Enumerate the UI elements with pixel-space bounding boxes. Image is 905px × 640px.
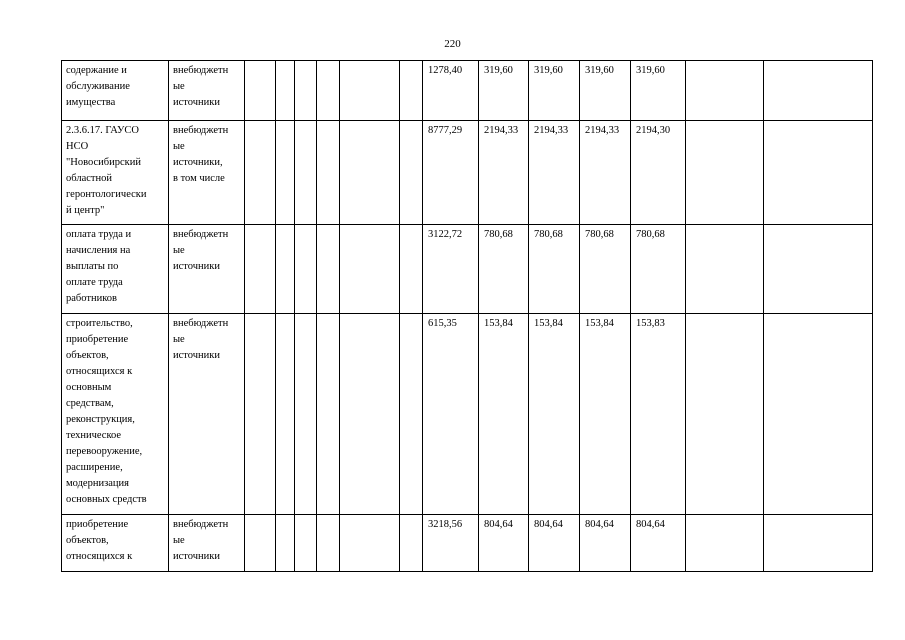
empty-cell bbox=[686, 121, 764, 225]
empty-cell bbox=[686, 515, 764, 572]
budget-table bbox=[61, 60, 873, 572]
empty-cell bbox=[295, 314, 317, 515]
empty-cell bbox=[317, 314, 340, 515]
empty-cell bbox=[276, 61, 295, 121]
row-year-1: 780,68 bbox=[479, 225, 529, 314]
empty-cell bbox=[400, 121, 423, 225]
empty-cell bbox=[400, 314, 423, 515]
empty-cell bbox=[317, 121, 340, 225]
row-name: 2.3.6.17. ГАУСО НСО "Новосибирский областной геронтологически й центр" bbox=[62, 121, 169, 225]
empty-cell bbox=[340, 61, 400, 121]
empty-cell bbox=[245, 61, 276, 121]
row-year-1: 2194,33 bbox=[479, 121, 529, 225]
empty-cell bbox=[317, 515, 340, 572]
row-total: 1278,40 bbox=[423, 61, 479, 121]
row-year-3: 2194,33 bbox=[580, 121, 631, 225]
empty-cell bbox=[317, 61, 340, 121]
empty-cell bbox=[245, 314, 276, 515]
empty-cell bbox=[764, 61, 873, 121]
row-source: внебюджетн ые источники, в том числе bbox=[169, 121, 245, 225]
empty-cell bbox=[295, 225, 317, 314]
row-source: внебюджетн ые источники bbox=[169, 225, 245, 314]
row-name: оплата труда и начисления на выплаты по оплате труда работников bbox=[62, 225, 169, 314]
empty-cell bbox=[764, 225, 873, 314]
row-source: внебюджетн ые источники bbox=[169, 61, 245, 121]
row-source: внебюджетн ые источники bbox=[169, 314, 245, 515]
empty-cell bbox=[764, 515, 873, 572]
row-year-4: 780,68 bbox=[631, 225, 686, 314]
row-total: 3218,56 bbox=[423, 515, 479, 572]
row-year-4: 153,83 bbox=[631, 314, 686, 515]
empty-cell bbox=[276, 225, 295, 314]
row-year-4: 2194,30 bbox=[631, 121, 686, 225]
table-row bbox=[62, 121, 873, 225]
row-name: строительство, приобретение объектов, относящихся к основным средствам, реконструкция, техническое перевооружение, расширение, модернизация основных средств bbox=[62, 314, 169, 515]
page-number: 220 bbox=[444, 38, 461, 50]
row-year-1: 804,64 bbox=[479, 515, 529, 572]
empty-cell bbox=[764, 314, 873, 515]
empty-cell bbox=[317, 225, 340, 314]
empty-cell bbox=[340, 225, 400, 314]
empty-cell bbox=[295, 121, 317, 225]
row-year-2: 780,68 bbox=[529, 225, 580, 314]
row-total: 8777,29 bbox=[423, 121, 479, 225]
empty-cell bbox=[276, 314, 295, 515]
row-total: 615,35 bbox=[423, 314, 479, 515]
row-year-3: 804,64 bbox=[580, 515, 631, 572]
empty-cell bbox=[686, 225, 764, 314]
empty-cell bbox=[400, 225, 423, 314]
empty-cell bbox=[764, 121, 873, 225]
empty-cell bbox=[245, 225, 276, 314]
empty-cell bbox=[276, 515, 295, 572]
row-year-3: 780,68 bbox=[580, 225, 631, 314]
table-row bbox=[62, 225, 873, 314]
table-row bbox=[62, 515, 873, 572]
row-name: приобретение объектов, относящихся к bbox=[62, 515, 169, 572]
row-name: содержание и обслуживание имущества bbox=[62, 61, 169, 121]
row-year-2: 153,84 bbox=[529, 314, 580, 515]
empty-cell bbox=[276, 121, 295, 225]
empty-cell bbox=[340, 515, 400, 572]
row-year-2: 319,60 bbox=[529, 61, 580, 121]
row-year-1: 153,84 bbox=[479, 314, 529, 515]
empty-cell bbox=[245, 121, 276, 225]
row-total: 3122,72 bbox=[423, 225, 479, 314]
row-year-3: 153,84 bbox=[580, 314, 631, 515]
row-year-3: 319,60 bbox=[580, 61, 631, 121]
empty-cell bbox=[295, 515, 317, 572]
row-year-1: 319,60 bbox=[479, 61, 529, 121]
row-year-2: 2194,33 bbox=[529, 121, 580, 225]
row-year-4: 319,60 bbox=[631, 61, 686, 121]
empty-cell bbox=[686, 314, 764, 515]
row-year-4: 804,64 bbox=[631, 515, 686, 572]
table-row bbox=[62, 61, 873, 121]
table-row bbox=[62, 314, 873, 515]
row-year-2: 804,64 bbox=[529, 515, 580, 572]
empty-cell bbox=[295, 61, 317, 121]
empty-cell bbox=[340, 314, 400, 515]
empty-cell bbox=[400, 61, 423, 121]
empty-cell bbox=[686, 61, 764, 121]
empty-cell bbox=[245, 515, 276, 572]
empty-cell bbox=[400, 515, 423, 572]
empty-cell bbox=[340, 121, 400, 225]
row-source: внебюджетн ые источники bbox=[169, 515, 245, 572]
